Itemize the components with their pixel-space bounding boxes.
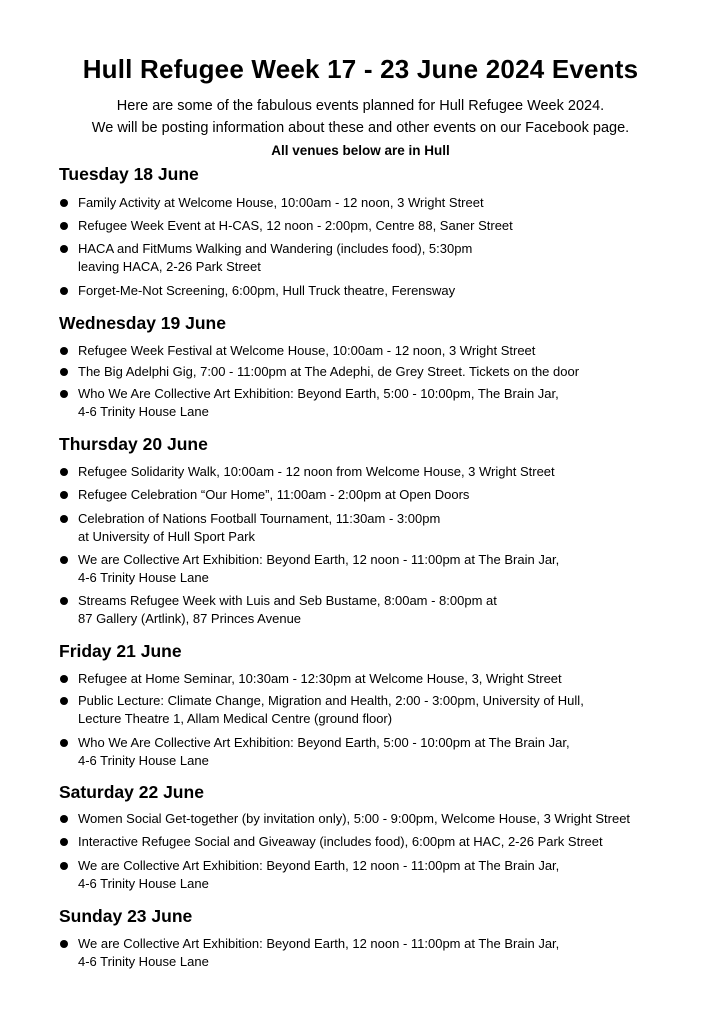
event-line: 4-6 Trinity House Lane (78, 404, 209, 419)
bullet-icon (60, 515, 68, 523)
bullet-icon (60, 675, 68, 683)
event-item (59, 510, 679, 546)
event-line: Refugee Solidarity Walk, 10:00am - 12 noon from Welcome House, 3 Wright Street (78, 464, 555, 479)
event-text (78, 486, 679, 504)
bullet-icon (60, 556, 68, 564)
event-item (59, 551, 679, 587)
event-line: Celebration of Nations Football Tournament, 11:30am - 3:00pm (78, 511, 441, 526)
bullet-icon (60, 491, 68, 499)
event-item (59, 463, 679, 481)
bullet-icon (60, 368, 68, 376)
event-text (78, 810, 679, 828)
event-item (59, 734, 679, 770)
event-text (78, 282, 679, 300)
event-line: The Big Adelphi Gig, 7:00 - 11:00pm at The Adephi, de Grey Street. Tickets on the door (78, 364, 580, 379)
event-item (59, 592, 679, 628)
event-line: at University of Hull Sport Park (78, 529, 256, 544)
event-line: Interactive Refugee Social and Giveaway (includes food), 6:00pm at HAC, 2-26 Park Street (78, 834, 603, 849)
event-text (78, 240, 679, 276)
intro-line: Here are some of the fabulous events planned for Hull Refugee Week 2024. (116, 98, 605, 114)
day-heading: Tuesday 18 June (59, 164, 199, 184)
event-item (59, 240, 679, 276)
bullet-icon (60, 838, 68, 846)
event-text (78, 217, 679, 235)
bullet-icon (60, 199, 68, 207)
event-line: Who We Are Collective Art Exhibition: Beyond Earth, 5:00 - 10:00pm at The Brain Jar, (78, 735, 570, 750)
bullet-icon (60, 390, 68, 398)
event-text (78, 670, 679, 688)
event-text (78, 463, 679, 481)
event-line: Women Social Get-together (by invitation only), 5:00 - 9:00pm, Welcome House, 3 Wright Street (78, 811, 631, 826)
bullet-icon (60, 222, 68, 230)
event-line: Lecture Theatre 1, Allam Medical Centre (ground floor) (78, 711, 393, 726)
event-line: 4-6 Trinity House Lane (78, 753, 209, 768)
day-heading: Friday 21 June (59, 641, 182, 661)
event-line: Refugee Week Event at H-CAS, 12 noon - 2:00pm, Centre 88, Saner Street (78, 218, 513, 233)
event-line: We are Collective Art Exhibition: Beyond Earth, 12 noon - 11:00pm at The Brain Jar, (78, 552, 560, 567)
event-item (59, 935, 679, 971)
bullet-icon (60, 862, 68, 870)
event-line: Forget-Me-Not Screening, 6:00pm, Hull Truck theatre, Ferensway (78, 283, 456, 298)
event-text (78, 592, 679, 628)
bullet-icon (60, 245, 68, 253)
event-text (78, 363, 679, 381)
event-text (78, 734, 679, 770)
event-item (59, 810, 679, 828)
day-heading: Wednesday 19 June (59, 313, 226, 333)
bullet-icon (60, 739, 68, 747)
event-line: leaving HACA, 2-26 Park Street (78, 259, 261, 274)
event-line: 4-6 Trinity House Lane (78, 876, 209, 891)
day-heading: Saturday 22 June (59, 782, 204, 802)
event-line: HACA and FitMums Walking and Wandering (includes food), 5:30pm (78, 241, 473, 256)
event-text (78, 342, 679, 360)
event-text (78, 194, 679, 212)
bullet-icon (60, 597, 68, 605)
event-line: We are Collective Art Exhibition: Beyond Earth, 12 noon - 11:00pm at The Brain Jar, (78, 858, 560, 873)
intro-line: We will be posting information about these and other events on our Facebook page. (91, 120, 630, 136)
event-line: Refugee Celebration “Our Home”, 11:00am - 2:00pm at Open Doors (78, 487, 470, 502)
event-line: 4-6 Trinity House Lane (78, 954, 209, 969)
event-item (59, 692, 679, 728)
day-heading: Sunday 23 June (59, 906, 193, 926)
event-item (59, 486, 679, 504)
event-item (59, 194, 679, 212)
event-item (59, 833, 679, 851)
event-item (59, 363, 679, 381)
bullet-icon (60, 347, 68, 355)
event-text (78, 857, 679, 893)
bullet-icon (60, 468, 68, 476)
bullet-icon (60, 697, 68, 705)
event-line: Who We Are Collective Art Exhibition: Beyond Earth, 5:00 - 10:00pm, The Brain Jar, (78, 386, 559, 401)
event-item (59, 857, 679, 893)
event-text (78, 510, 679, 546)
event-item (59, 282, 679, 300)
bullet-icon (60, 815, 68, 823)
event-text (78, 385, 679, 421)
page-title: Hull Refugee Week 17 - 23 June 2024 Events (82, 54, 639, 84)
bullet-icon (60, 940, 68, 948)
event-line: 87 Gallery (Artlink), 87 Princes Avenue (78, 611, 302, 626)
event-line: Refugee at Home Seminar, 10:30am - 12:30pm at Welcome House, 3, Wright Street (78, 671, 562, 686)
event-text (78, 692, 679, 728)
venue-note: All venues below are in Hull (271, 143, 450, 158)
event-line: 4-6 Trinity House Lane (78, 570, 209, 585)
event-line: Family Activity at Welcome House, 10:00am - 12 noon, 3 Wright Street (78, 195, 484, 210)
intro-text (0, 95, 721, 139)
day-heading: Thursday 20 June (59, 434, 208, 454)
event-line: Refugee Week Festival at Welcome House, 10:00am - 12 noon, 3 Wright Street (78, 343, 536, 358)
bullet-icon (60, 287, 68, 295)
event-item (59, 217, 679, 235)
event-line: Streams Refugee Week with Luis and Seb Bustame, 8:00am - 8:00pm at (78, 593, 497, 608)
event-item (59, 670, 679, 688)
event-text (78, 551, 679, 587)
event-line: Public Lecture: Climate Change, Migration and Health, 2:00 - 3:00pm, University of Hull, (78, 693, 584, 708)
event-item (59, 385, 679, 421)
event-item (59, 342, 679, 360)
event-text (78, 935, 679, 971)
event-line: We are Collective Art Exhibition: Beyond Earth, 12 noon - 11:00pm at The Brain Jar, (78, 936, 560, 951)
event-text (78, 833, 679, 851)
